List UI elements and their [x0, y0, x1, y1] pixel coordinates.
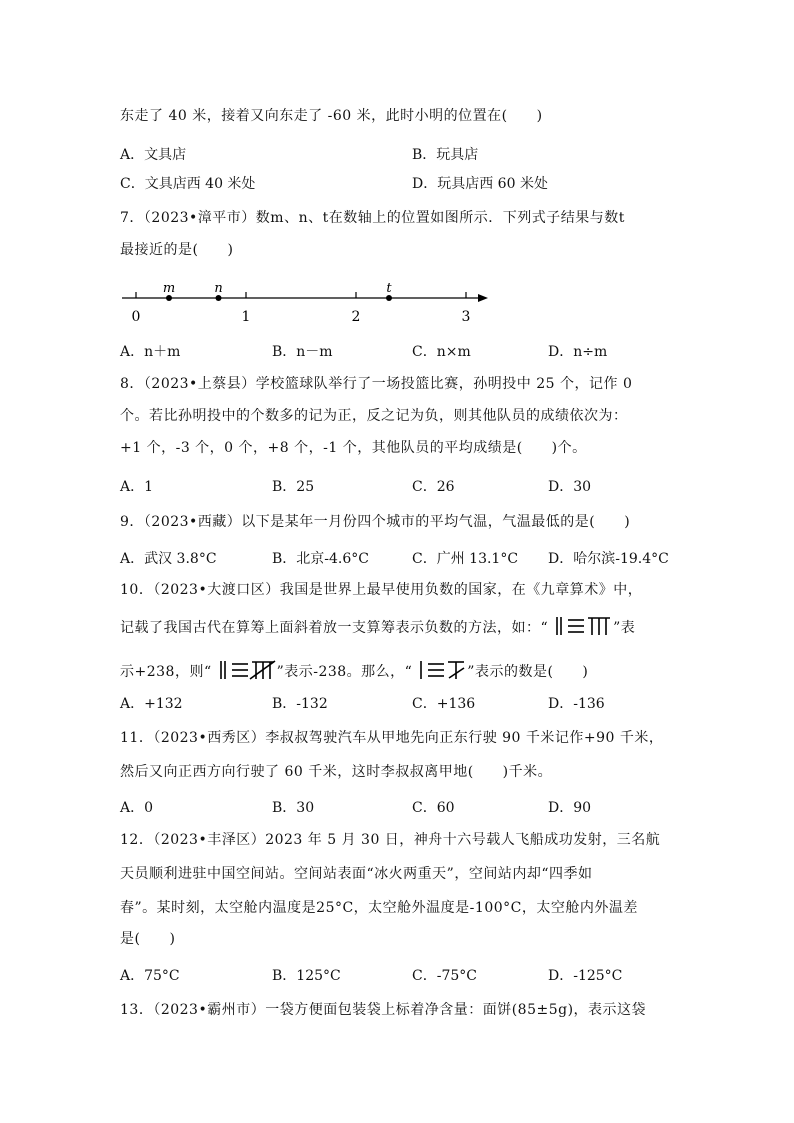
q6-option-d: D．玩具店西 60 米处 [412, 176, 548, 192]
q10-line3-mid: ”表示-238。那么，“ [276, 664, 413, 680]
q10-option-d: D．-136 [548, 696, 605, 712]
q12-stem-line3: 春”。某时刻，太空舱内温度是25°C，太空舱外温度是-100°C，太空舱内外温差 [120, 900, 638, 916]
q8-option-c: C．26 [412, 479, 455, 495]
q12-option-d: D．-125°C [548, 968, 623, 984]
tick-label-3: 3 [461, 309, 471, 325]
q9-option-b: B．北京-4.6°C [272, 551, 369, 567]
tick-label-2: 2 [351, 309, 361, 325]
q8-option-b: B．25 [272, 479, 315, 495]
counting-rods-minus-238-icon [218, 660, 276, 680]
q7-option-c: C．n×m [412, 344, 471, 360]
q13-stem-line1: 13．（2023•霸州市）一袋方便面包装袋上标着净含量：面饼(85±5g)，表示这袋 [120, 1002, 647, 1018]
q10-line2-text: 记载了我国古代在算筹上面斜着放一支算筹表示负数的方法，如： [120, 620, 541, 636]
q9-option-d: D．哈尔滨-19.4°C [548, 551, 669, 567]
q8-stem-line1: 8．（2023•上蔡县）学校篮球队举行了一场投篮比赛，孙明投中 25 个，记作 0 [120, 376, 633, 392]
counting-rods-plus-238-icon [554, 616, 612, 636]
q9-stem: 9．（2023•西藏）以下是某年一月份四个城市的平均气温，气温最低的是( ) [120, 514, 631, 530]
q7-option-d: D．n÷m [548, 344, 608, 360]
q10-option-b: B．-132 [272, 696, 328, 712]
q11-option-c: C．60 [412, 800, 455, 816]
q11-option-a: A．0 [120, 800, 154, 816]
q6-option-a: A．文具店 [120, 147, 187, 163]
q8-stem-line3: +1 个，-3 个，0 个，+8 个，-1 个，其他队员的平均成绩是( )个。 [120, 440, 587, 456]
q10-line3-end: ”表示的数是( ) [467, 664, 589, 680]
q11-stem-line2: 然后又向正西方向行驶了 60 千米，这时李叔叔离甲地( )千米。 [120, 764, 553, 780]
q12-option-b: B．125°C [272, 968, 341, 984]
q12-stem-line1: 12．（2023•丰泽区）2023 年 5 月 30 日，神舟十六号载人飞船成功发射，三名航 [120, 832, 661, 848]
q7-stem-line1: 7．（2023•漳平市）数m、n、t在数轴上的位置如图所示．下列式子结果与数t [120, 210, 625, 226]
q9-option-c: C．广州 13.1°C [412, 551, 519, 567]
point-label-t: t [386, 281, 392, 296]
tick-label-0: 0 [131, 309, 141, 325]
point-label-n: n [214, 281, 223, 296]
q6-option-b: B．玩具店 [412, 147, 479, 163]
q10-line2-end: ”表 [613, 620, 636, 636]
q8-option-a: A．1 [120, 479, 154, 495]
q11-option-b: B．30 [272, 800, 315, 816]
q10-stem-line3 [120, 660, 680, 682]
number-line-arrow [478, 294, 488, 302]
q8-option-d: D．30 [548, 479, 592, 495]
q6-option-c: C．文具店西 40 米处 [120, 176, 256, 192]
q10-stem-line2: 记载了我国古代在算筹上面斜着放一支算筹表示负数的方法，如：“ ”表 [120, 616, 680, 638]
q12-option-a: A．75°C [120, 968, 180, 984]
q12-stem-line4: 是( ) [120, 931, 176, 947]
q10-option-c: C．+136 [412, 696, 476, 712]
tick-label-1: 1 [241, 309, 251, 325]
q7-stem-line2: 最接近的是( ) [120, 242, 234, 258]
q9-option-a: A．武汉 3.8°C [120, 551, 217, 567]
q7-option-a: A．n＋m [120, 344, 181, 360]
q8-stem-line2: 个。若比孙明投中的个数多的记为正，反之记为负，则其他队员的成绩依次为： [120, 408, 628, 424]
q11-stem-line1: 11．（2023•西秀区）李叔叔驾驶汽车从甲地先向正东行驶 90 千米记作+90 千米， [120, 730, 664, 746]
point-label-m: m [162, 281, 176, 296]
counting-rods-question-icon [418, 660, 466, 680]
q7-option-b: B．n－m [272, 344, 333, 360]
q10-option-a: A．+132 [120, 696, 183, 712]
q6-stem-tail: 东走了 40 米，接着又向东走了 -60 米，此时小明的位置在( ) [120, 108, 543, 124]
q10-line3-start: 示+238，则“ [120, 664, 212, 680]
q7-number-line [110, 276, 510, 326]
q11-option-d: D．90 [548, 800, 592, 816]
q12-option-c: C．-75°C [412, 968, 477, 984]
q10-stem-line1: 10．（2023•大渡口区）我国是世界上最早使用负数的国家，在《九章算术》中， [120, 582, 643, 598]
q12-stem-line2: 天员顺利进驻中国空间站。空间站表面“冰火两重天”，空间站内却“四季如 [120, 866, 593, 882]
